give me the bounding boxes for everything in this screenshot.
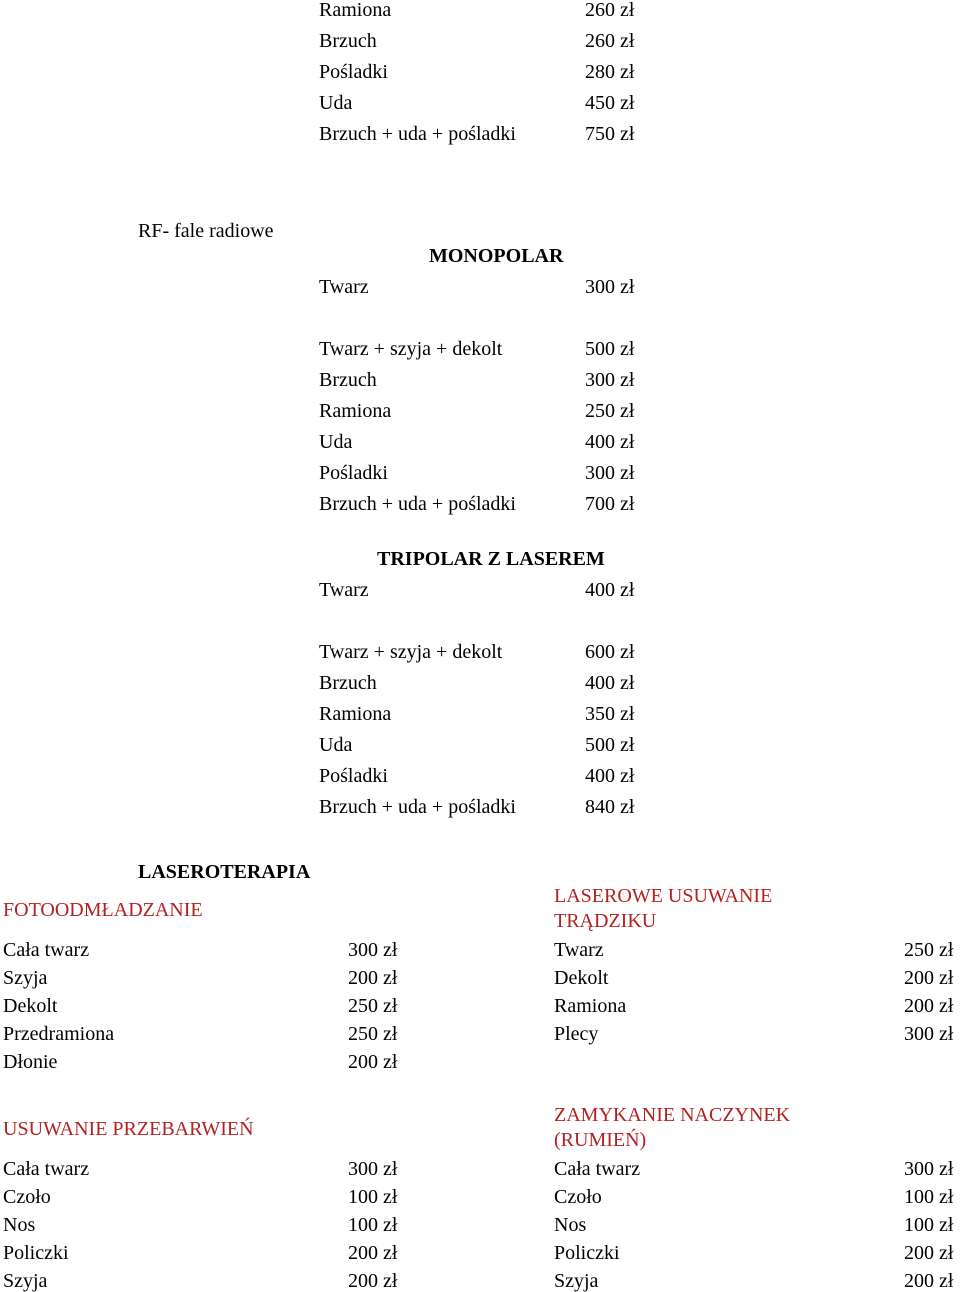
price-label: Dekolt	[3, 995, 58, 1017]
price-label: Czoło	[554, 1186, 602, 1208]
price-value: 300 zł	[348, 1158, 398, 1180]
price-label: Dłonie	[3, 1051, 58, 1073]
price-value: 250 zł	[348, 995, 398, 1017]
price-label: Pośladki	[319, 61, 388, 83]
price-label: Policzki	[3, 1242, 69, 1264]
price-value: 400 zł	[585, 431, 635, 453]
price-label: Twarz + szyja + dekolt	[319, 338, 503, 360]
price-value: 500 zł	[585, 338, 635, 360]
price-value: 100 zł	[904, 1214, 954, 1236]
price-label: Uda	[319, 92, 353, 114]
price-label: Szyja	[3, 1270, 48, 1292]
price-value: 350 zł	[585, 703, 635, 725]
price-label: Nos	[554, 1214, 587, 1236]
price-value: 200 zł	[348, 1270, 398, 1292]
price-value: 400 zł	[585, 672, 635, 694]
price-value: 100 zł	[348, 1214, 398, 1236]
price-value: 200 zł	[904, 967, 954, 989]
price-value: 260 zł	[585, 0, 635, 21]
price-label: Twarz	[319, 276, 369, 298]
price-label: Brzuch	[319, 672, 377, 694]
price-value: 400 zł	[585, 765, 635, 787]
price-label: Ramiona	[319, 400, 392, 422]
price-value: 250 zł	[904, 939, 954, 961]
price-label: Pośladki	[319, 765, 388, 787]
price-value: 300 zł	[585, 462, 635, 484]
price-label: Szyja	[554, 1270, 599, 1292]
price-value: 200 zł	[348, 1242, 398, 1264]
price-value: 300 zł	[904, 1023, 954, 1045]
tripolar-title: TRIPOLAR Z LASEREM	[377, 548, 605, 570]
monopolar-title: MONOPOLAR	[429, 245, 564, 267]
price-value: 300 zł	[585, 369, 635, 391]
price-label: Twarz + szyja + dekolt	[319, 641, 503, 663]
price-value: 200 zł	[904, 995, 954, 1017]
price-label: Policzki	[554, 1242, 620, 1264]
naczynka-title: ZAMYKANIE NACZYNEK (RUMIEŃ)	[554, 1104, 791, 1151]
price-label: Uda	[319, 734, 353, 756]
price-label: Uda	[319, 431, 353, 453]
price-label: Twarz	[319, 579, 369, 601]
price-label: Czoło	[3, 1186, 51, 1208]
price-label: Brzuch	[319, 30, 377, 52]
price-value: 100 zł	[348, 1186, 398, 1208]
price-label: Dekolt	[554, 967, 609, 989]
price-label: Szyja	[3, 967, 48, 989]
price-value: 250 zł	[585, 400, 635, 422]
price-label: Ramiona	[319, 0, 392, 21]
price-value: 100 zł	[904, 1186, 954, 1208]
price-value: 250 zł	[348, 1023, 398, 1045]
price-label: Przedramiona	[3, 1023, 115, 1045]
price-value: 840 zł	[585, 796, 635, 818]
laseroterapia-title: LASEROTERAPIA	[138, 861, 311, 883]
price-value: 300 zł	[585, 276, 635, 298]
price-label: Pośladki	[319, 462, 388, 484]
price-label: Nos	[3, 1214, 36, 1236]
price-label: Ramiona	[554, 995, 627, 1017]
price-value: 450 zł	[585, 92, 635, 114]
price-value: 200 zł	[904, 1270, 954, 1292]
price-label: Cała twarz	[554, 1158, 641, 1180]
price-value: 700 zł	[585, 493, 635, 515]
price-label: Plecy	[554, 1023, 599, 1045]
price-value: 600 zł	[585, 641, 635, 663]
price-value: 750 zł	[585, 123, 635, 145]
price-value: 200 zł	[348, 1051, 398, 1073]
przebarwienia-title: USUWANIE PRZEBARWIEŃ	[3, 1118, 254, 1140]
price-label: Cała twarz	[3, 1158, 90, 1180]
price-label: Ramiona	[319, 703, 392, 725]
price-value: 200 zł	[348, 967, 398, 989]
price-label: Brzuch + uda + pośladki	[319, 123, 516, 145]
price-label: Twarz	[554, 939, 604, 961]
price-label: Cała twarz	[3, 939, 90, 961]
price-value: 200 zł	[904, 1242, 954, 1264]
price-value: 300 zł	[348, 939, 398, 961]
price-label: Brzuch + uda + pośladki	[319, 493, 516, 515]
fotoodmladzanie-title: FOTOODMŁADZANIE	[3, 899, 203, 921]
rf-heading: RF- fale radiowe	[138, 220, 274, 242]
price-value: 280 zł	[585, 61, 635, 83]
tradzik-title: LASEROWE USUWANIE TRĄDZIKU	[554, 885, 773, 932]
price-value: 400 zł	[585, 579, 635, 601]
price-label: Brzuch	[319, 369, 377, 391]
price-value: 500 zł	[585, 734, 635, 756]
price-value: 260 zł	[585, 30, 635, 52]
price-label: Brzuch + uda + pośladki	[319, 796, 516, 818]
price-value: 300 zł	[904, 1158, 954, 1180]
